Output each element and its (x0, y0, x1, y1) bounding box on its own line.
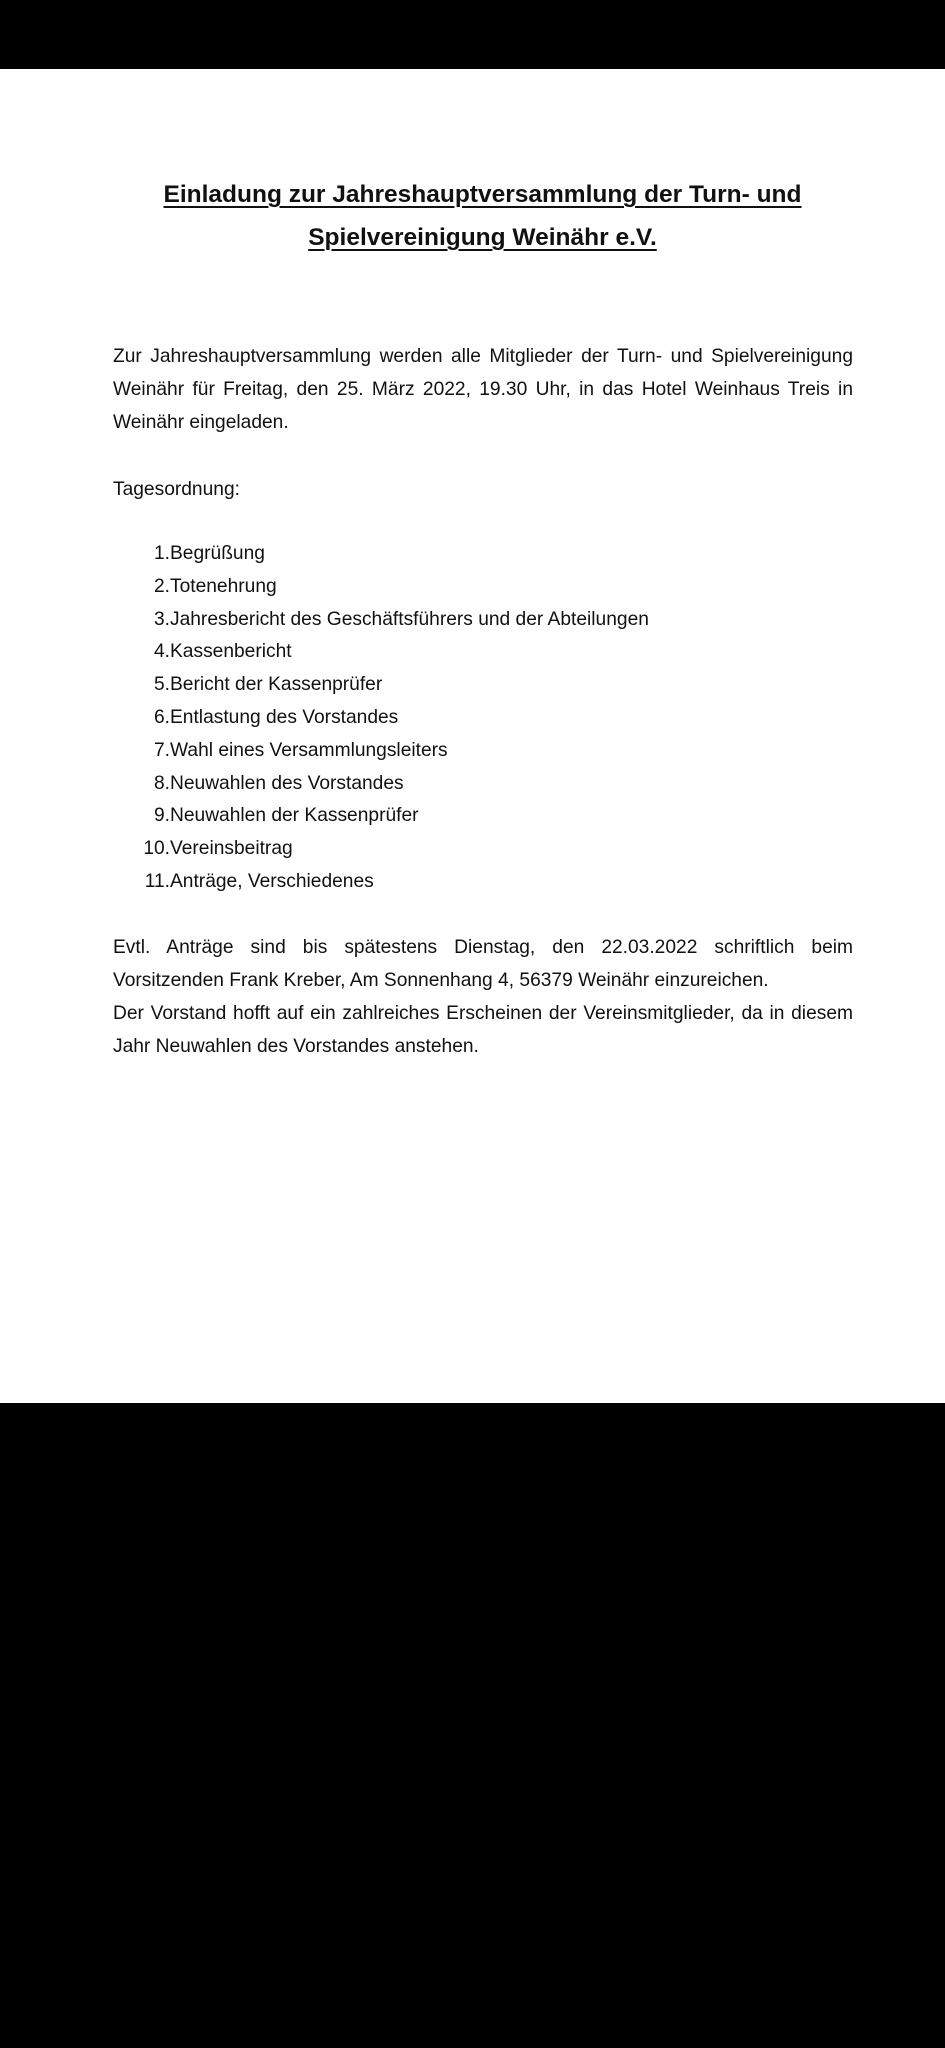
agenda-item (113, 538, 853, 571)
agenda-item-number: 10. (143, 838, 170, 860)
agenda-item-text: Entlastung des Vorstandes (170, 706, 399, 728)
intro-paragraph (113, 340, 853, 439)
agenda-item-number: 11. (144, 870, 170, 892)
agenda-item-text: Wahl eines Versammlungsleiters (170, 739, 448, 761)
closing-line-1: Evtl. Anträge sind bis spätestens Dienstag, den 22.03.2022 schriftlich beim (113, 937, 853, 958)
agenda-item (113, 702, 853, 735)
agenda-item-number: 3. (153, 608, 170, 630)
agenda-item-number: 4. (153, 641, 170, 663)
agenda-item (113, 669, 853, 702)
agenda-label: Tagesordnung: (113, 479, 240, 500)
closing-paragraph (113, 931, 853, 1063)
agenda-item (113, 636, 853, 669)
agenda-item-number: 9. (153, 805, 170, 827)
agenda-item-text: Neuwahlen des Vorstandes (170, 772, 404, 794)
agenda-list (113, 538, 853, 899)
agenda-item-number: 5. (153, 674, 170, 696)
agenda-item-text: Kassenbericht (170, 641, 292, 663)
agenda-item-text: Neuwahlen der Kassenprüfer (170, 805, 419, 827)
agenda-item-number: 2. (153, 575, 170, 597)
agenda-item-number: 7. (153, 739, 170, 761)
agenda-item (113, 735, 853, 768)
closing-line-2: Vorsitzenden Frank Kreber, Am Sonnenhang 4, 56379 Weinähr einzureichen. (113, 970, 769, 991)
closing-line-3: Der Vorstand hofft auf ein zahlreiches Erscheinen der Vereinsmitglieder, da in diesem (113, 1003, 853, 1024)
intro-line-3: Weinähr eingeladen. (113, 412, 289, 433)
agenda-item (113, 833, 853, 866)
document-title-line-2: Spielvereinigung Weinähr e.V. (308, 224, 657, 251)
agenda-item-text: Bericht der Kassenprüfer (170, 674, 383, 696)
closing-line-4: Jahr Neuwahlen des Vorstandes anstehen. (113, 1036, 479, 1057)
document-title (100, 173, 865, 259)
agenda-item-text: Anträge, Verschiedenes (170, 870, 374, 892)
agenda-item (113, 571, 853, 604)
intro-line-2: Weinähr für Freitag, den 25. März 2022, 19.30 Uhr, in das Hotel Weinhaus Treis in (113, 379, 853, 400)
agenda-item-text: Totenehrung (170, 575, 277, 597)
agenda-item-text: Begrüßung (170, 543, 265, 564)
agenda-item-number: 1. (153, 543, 170, 564)
agenda-item (113, 768, 853, 801)
agenda-item-text: Jahresbericht des Geschäftsführers und der Abteilungen (170, 608, 649, 630)
agenda-item-number: 8. (153, 772, 170, 794)
agenda-item (113, 604, 853, 637)
intro-line-1: Zur Jahreshauptversammlung werden alle Mitglieder der Turn- und Spielvereinigung (113, 346, 853, 367)
document-title-line-1: Einladung zur Jahreshauptversammlung der Turn- und (163, 181, 802, 208)
agenda-item (113, 800, 853, 833)
agenda-item-text: Vereinsbeitrag (170, 838, 293, 860)
document-page (0, 69, 945, 1403)
agenda-item-number: 6. (153, 706, 170, 728)
agenda-item (113, 866, 853, 899)
